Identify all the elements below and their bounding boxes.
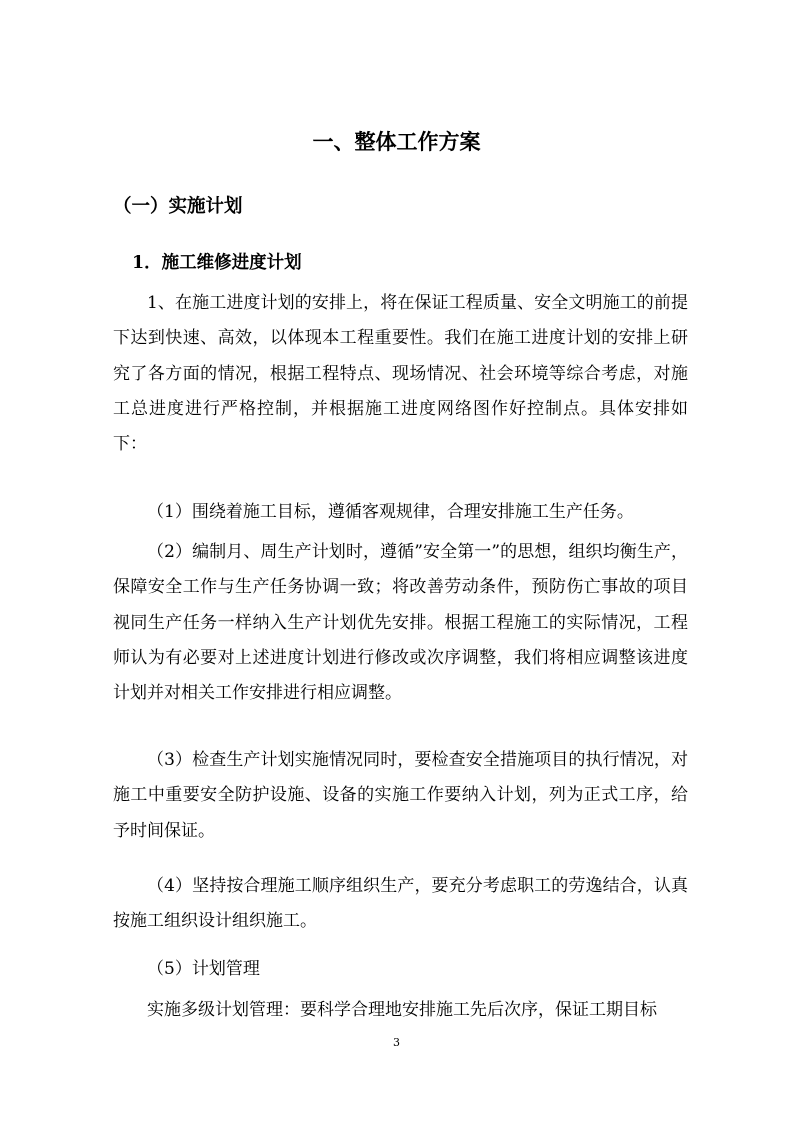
paragraph-item-5: （5）计划管理 — [147, 959, 260, 979]
subsection-heading: 1．施工维修进度计划 — [132, 253, 302, 273]
paragraph-intro: 1、在施工进度计划的安排上，将在保证工程质量、安全文明施工的前提下达到快速、高效，以体现本工程重要性。我们在施工进度计划的安排上研究了各方面的情况，根据工程特点、现场情况、社会环境等综合考虑，对施工总进度进行严格控制，并根据施工进度网络图作好控制点。具体安排如下： — [113, 293, 688, 455]
paragraph-item-3: （3）检查生产计划实施情况同时，要检查安全措施项目的执行情况，对施工中重要安全防护设施、设备的实施工作要纳入计划，列为正式工序，给予时间保证。 — [113, 750, 688, 841]
section-heading: （一）实施计划 — [113, 196, 243, 217]
document-title: 一、整体工作方案 — [312, 129, 481, 154]
paragraph-item-1: （1）围绕着施工目标，遵循客观规律，合理安排施工生产任务。 — [147, 502, 634, 522]
paragraph-item-2: （2）编制月、周生产计划时，遵循”安全第一”的思想，组织均衡生产，保障安全工作与生产任务协调一致；将改善劳动条件，预防伤亡事故的项目视同生产任务一样纳入生产计划优先安排。根据工程施工的实际情况，工程师认为有必要对上述进度计划进行修改或次序调整，我们将相应调整该进度计划并对相关工作安排进行相应调整。 — [113, 542, 688, 704]
paragraph-planning: 实施多级计划管理：要科学合理地安排施工先后次序，保证工期目标 — [147, 1000, 657, 1020]
paragraph-item-4: （4）坚持按合理施工顺序组织生产，要充分考虑职工的劳逸结合，认真按施工组织设计组织施工。 — [113, 876, 688, 932]
page-number: 3 — [393, 1036, 400, 1049]
